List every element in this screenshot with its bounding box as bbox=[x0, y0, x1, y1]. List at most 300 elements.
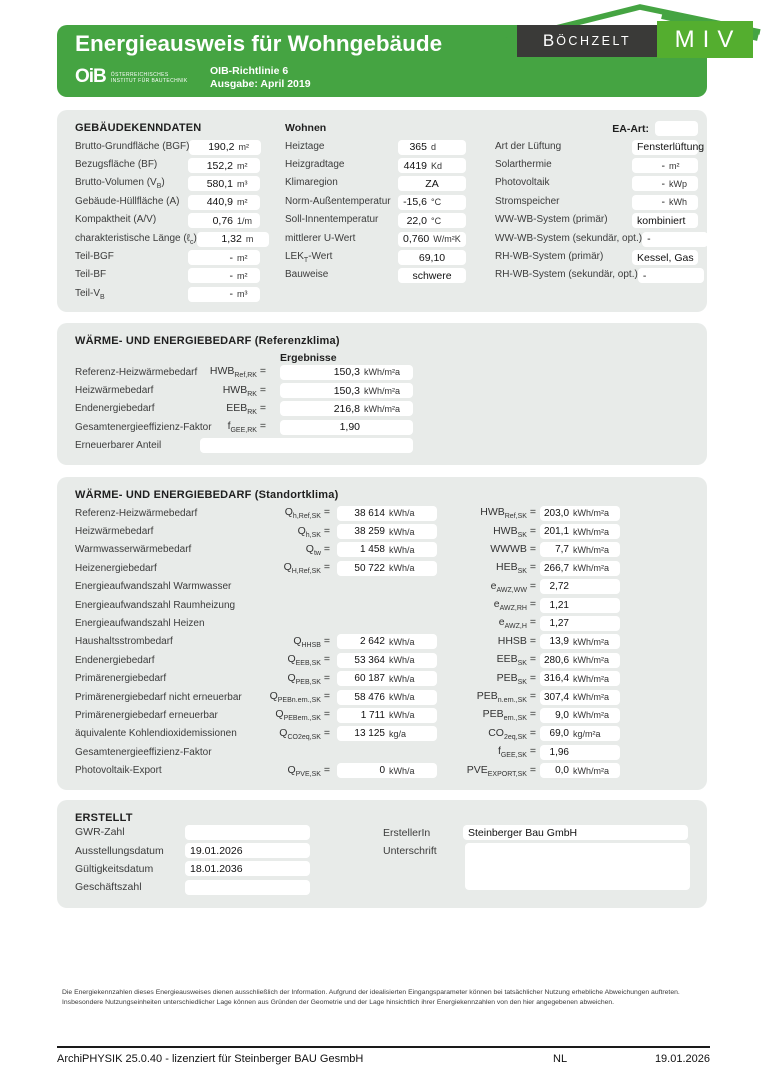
row-label bbox=[285, 251, 398, 264]
field-unit: kWh/m²a bbox=[573, 544, 609, 555]
field-value: 7,7 bbox=[555, 544, 569, 556]
data-row bbox=[75, 761, 620, 779]
footer-date: 19.01.2026 bbox=[654, 1053, 710, 1065]
symbol-sub: AWZ,RH bbox=[499, 605, 527, 613]
symbol-post: = bbox=[526, 690, 536, 703]
symbol-sub: ern.,SK bbox=[503, 715, 527, 723]
symbol-sub: SK bbox=[517, 568, 527, 576]
field-unit: kWh/m²a bbox=[573, 710, 609, 721]
value-field bbox=[398, 176, 466, 191]
field-unit: kWh/a bbox=[389, 636, 415, 647]
symbol-sub: PEBn.ern.,SK bbox=[277, 697, 321, 705]
field-unit: kWh/a bbox=[389, 765, 415, 776]
value-field bbox=[337, 524, 437, 539]
field-value: - bbox=[647, 233, 651, 246]
data-row bbox=[75, 504, 620, 522]
field-value: 307,4 bbox=[544, 691, 570, 703]
value-field bbox=[337, 598, 437, 613]
row-label bbox=[285, 159, 398, 172]
row-label: Heizwärmebedarf bbox=[75, 385, 154, 397]
data-row bbox=[285, 138, 466, 156]
field-unit: kWh/a bbox=[389, 563, 415, 574]
symbol-post: = bbox=[526, 561, 536, 574]
symbol-pre: HWB bbox=[493, 524, 518, 537]
symbol-sub: PEB,SK bbox=[295, 678, 321, 686]
symbol-post: = bbox=[320, 634, 330, 647]
page-title: Energieausweis für Wohngebäude bbox=[75, 31, 443, 56]
field-value: 1,96 bbox=[549, 746, 569, 758]
row-label: Energieaufwandszahl Warmwasser bbox=[75, 581, 232, 593]
referenzklima-rows bbox=[75, 363, 413, 455]
brand-miv-text: MIV bbox=[674, 25, 742, 53]
symbol-pre: f bbox=[497, 745, 501, 758]
field-unit: kWh/a bbox=[389, 710, 415, 721]
symbol-pre: HHSB bbox=[497, 634, 527, 647]
value-field bbox=[337, 653, 437, 668]
data-row bbox=[75, 860, 313, 878]
symbol-post: = bbox=[320, 690, 330, 703]
field-unit: W/m²K bbox=[433, 234, 461, 245]
symbol-pre: CO bbox=[488, 726, 504, 739]
field-value: ZA bbox=[425, 177, 439, 190]
data-row bbox=[75, 743, 620, 761]
row-label: Gültigkeitsdatum bbox=[75, 862, 154, 875]
data-row bbox=[75, 381, 413, 399]
value-field bbox=[638, 268, 704, 283]
field-unit: m² bbox=[669, 160, 680, 171]
row-label: Referenz-Heizwärmebedarf bbox=[75, 366, 198, 378]
brand-miv-logo bbox=[657, 21, 753, 58]
row-label: Haushaltsstrombedarf bbox=[75, 636, 173, 648]
symbol-post: = bbox=[320, 726, 330, 739]
data-row bbox=[75, 651, 620, 669]
field-value: 580,1 bbox=[206, 177, 233, 190]
row-symbol-right bbox=[437, 708, 540, 722]
field-value: 150,3 bbox=[333, 384, 360, 397]
value-field bbox=[642, 232, 708, 247]
row-label: äquivalente Kohlendioxidemissionen bbox=[75, 728, 237, 740]
field-unit: kWh/a bbox=[389, 508, 415, 519]
symbol-pre: WW-WB-System (primär) bbox=[495, 214, 608, 226]
value-field bbox=[540, 708, 620, 723]
field-value: 18.01.2036 bbox=[190, 862, 243, 875]
value-field bbox=[280, 401, 413, 416]
row-label: Primärenergiebedarf bbox=[75, 673, 167, 685]
section-title: ERSTELLT bbox=[75, 812, 133, 824]
symbol-sub: PEBern.,SK bbox=[283, 715, 321, 723]
data-row bbox=[75, 596, 620, 614]
standortklima-rows bbox=[75, 504, 620, 780]
symbol-post: = bbox=[320, 561, 330, 574]
field-value: 2 642 bbox=[359, 636, 385, 648]
symbol-pre: Q bbox=[269, 690, 278, 703]
value-field bbox=[188, 250, 260, 265]
field-unit: kWh/m²a bbox=[364, 385, 400, 396]
value-field bbox=[337, 671, 437, 686]
symbol-pre: Solarthermie bbox=[495, 159, 552, 171]
field-value: 201,1 bbox=[544, 526, 570, 538]
symbol-post: = bbox=[526, 524, 536, 537]
field-value: 13,9 bbox=[549, 636, 569, 648]
symbol-pre: Q bbox=[275, 708, 284, 721]
value-field bbox=[540, 506, 620, 521]
value-field bbox=[398, 268, 466, 283]
field-value: 152,2 bbox=[206, 159, 233, 172]
value-field bbox=[540, 561, 620, 576]
field-value: 69,10 bbox=[418, 251, 446, 264]
field-unit: m³ bbox=[237, 178, 248, 189]
symbol-pre: Klimaregion bbox=[285, 177, 338, 189]
field-value: 53 364 bbox=[354, 654, 385, 666]
brand-boechzelt-initial: B bbox=[542, 31, 557, 50]
row-symbol-right bbox=[437, 690, 540, 704]
symbol-sub: B bbox=[156, 183, 162, 191]
symbol-sub: 2eq,SK bbox=[503, 733, 527, 741]
symbol-sub: H,Ref,SK bbox=[291, 568, 321, 576]
field-value: 365 bbox=[409, 141, 427, 154]
field-unit: kWh/m²a bbox=[573, 508, 610, 519]
data-row bbox=[75, 138, 260, 156]
data-row bbox=[285, 248, 466, 266]
field-unit: Kd bbox=[431, 160, 443, 171]
symbol-pre: RH-WB-System (sekundär, opt.) bbox=[495, 269, 638, 281]
field-value: 203,0 bbox=[544, 507, 570, 519]
symbol-pre: Teil-BF bbox=[75, 269, 107, 281]
value-field bbox=[337, 708, 437, 723]
row-label bbox=[285, 196, 398, 209]
symbol-pre: Art der Lüftung bbox=[495, 140, 562, 152]
region-code: NL bbox=[553, 1053, 568, 1065]
row-symbol-right bbox=[437, 598, 540, 612]
symbol-post: -Wert bbox=[308, 251, 333, 263]
value-field bbox=[540, 542, 620, 557]
panel-referenzklima bbox=[57, 323, 707, 465]
symbol-sub: h,SK bbox=[305, 531, 321, 539]
data-row bbox=[75, 706, 620, 724]
value-field bbox=[398, 158, 466, 173]
value-field bbox=[540, 524, 620, 539]
field-value: 280,6 bbox=[544, 654, 570, 666]
symbol-pre: WWWB bbox=[490, 542, 527, 555]
row-symbol bbox=[210, 365, 266, 379]
value-field bbox=[280, 365, 413, 380]
data-row bbox=[75, 725, 620, 743]
disclaimer-line2: Insbesondere Nutzungseinheiten unterschiedlicher Lage können aus Gründen der Geometrie und der Lage hinsichtlich ihrer Energiekennzahlen von den hier angegebenen abweichen. bbox=[62, 998, 615, 1006]
field-value: 22,0 bbox=[406, 214, 427, 227]
field-unit: kWh/m²a bbox=[573, 765, 609, 776]
symbol-pre: PEB bbox=[476, 690, 498, 703]
row-label bbox=[495, 233, 642, 246]
row-symbol bbox=[228, 420, 266, 434]
ersteller-value: Steinberger Bau GmbH bbox=[468, 826, 578, 839]
data-row bbox=[495, 138, 705, 156]
symbol-pre: Q bbox=[283, 561, 292, 574]
symbol-post: = bbox=[256, 420, 266, 433]
ea-art-field bbox=[655, 121, 698, 136]
field-unit: kWh/a bbox=[389, 655, 415, 666]
symbol-pre: Q bbox=[305, 542, 314, 555]
value-field bbox=[540, 598, 620, 613]
field-unit: kWh/m²a bbox=[573, 655, 610, 666]
data-row bbox=[75, 633, 620, 651]
symbol-post: = bbox=[526, 726, 536, 739]
field-unit: °C bbox=[431, 215, 442, 226]
row-symbol-left bbox=[306, 543, 330, 557]
symbol-pre: Bezugsfläche (BF) bbox=[75, 159, 158, 171]
value-field bbox=[188, 213, 260, 228]
data-row bbox=[285, 175, 466, 193]
field-value: 19.01.2026 bbox=[190, 844, 243, 857]
value-field bbox=[337, 634, 437, 649]
symbol-post: = bbox=[526, 506, 536, 519]
field-value: 1,90 bbox=[339, 421, 360, 434]
field-unit: m² bbox=[237, 160, 248, 171]
row-label bbox=[75, 196, 188, 209]
value-field bbox=[632, 250, 698, 265]
field-value: 190,2 bbox=[208, 141, 235, 154]
symbol-pre: f bbox=[227, 420, 231, 433]
field-value: schwere bbox=[412, 269, 452, 282]
symbol-pre: Norm-Außentemperatur bbox=[285, 195, 391, 207]
symbol-sub: SK bbox=[517, 678, 527, 686]
data-row bbox=[75, 878, 313, 896]
row-symbol-right bbox=[437, 580, 540, 594]
row-symbol-left bbox=[287, 764, 330, 778]
symbol-sub: RK bbox=[247, 409, 257, 417]
row-label bbox=[495, 269, 638, 282]
value-field bbox=[540, 579, 620, 594]
row-label bbox=[285, 214, 398, 227]
row-label bbox=[75, 288, 188, 301]
symbol-pre: Soll-Innentemperatur bbox=[285, 214, 379, 226]
symbol-sub: EXPORT,SK bbox=[487, 770, 527, 778]
value-field bbox=[337, 616, 437, 631]
field-unit: m³ bbox=[237, 289, 248, 300]
data-row bbox=[75, 688, 620, 706]
symbol-pre: Brutto-Volumen (V bbox=[75, 177, 157, 189]
symbol-pre: Q bbox=[293, 634, 302, 647]
field-value: - bbox=[229, 251, 233, 264]
panel-standortklima bbox=[57, 477, 707, 790]
field-value: - bbox=[661, 196, 665, 209]
field-unit: 1/m bbox=[237, 215, 253, 226]
value-field bbox=[337, 726, 437, 741]
field-value: 0,76 bbox=[212, 214, 233, 227]
row-label: Energieaufwandszahl Raumheizung bbox=[75, 599, 236, 611]
symbol-pre: Teil-V bbox=[75, 287, 101, 299]
value-field bbox=[185, 880, 310, 895]
field-unit: °C bbox=[431, 197, 442, 208]
building-data-column-3 bbox=[495, 138, 705, 285]
value-field bbox=[188, 158, 260, 173]
field-value: 316,4 bbox=[544, 673, 570, 685]
value-field bbox=[337, 763, 437, 778]
field-unit: kg/a bbox=[389, 728, 407, 739]
symbol-sub: GEE,RK bbox=[230, 427, 257, 435]
field-value: Fensterlüftung bbox=[637, 141, 705, 154]
row-label bbox=[285, 177, 398, 190]
symbol-post: = bbox=[526, 745, 536, 758]
data-row bbox=[285, 212, 466, 230]
row-symbol-right bbox=[437, 764, 540, 778]
row-symbol-left bbox=[293, 635, 330, 649]
value-field bbox=[337, 542, 437, 557]
row-symbol-right bbox=[437, 525, 540, 539]
row-label bbox=[75, 233, 197, 246]
field-unit: m² bbox=[237, 197, 248, 208]
field-value: 2,72 bbox=[549, 581, 569, 593]
symbol-pre: LEK bbox=[285, 251, 304, 263]
field-unit: kWh/m²a bbox=[364, 403, 400, 414]
symbol-post: = bbox=[526, 542, 536, 555]
data-row bbox=[75, 363, 413, 381]
value-field bbox=[398, 213, 466, 228]
data-row bbox=[75, 267, 260, 285]
field-unit: m² bbox=[237, 270, 248, 281]
symbol-sub: B bbox=[100, 293, 105, 301]
ersteller-field bbox=[463, 825, 688, 840]
data-row bbox=[75, 823, 313, 841]
value-field bbox=[280, 383, 413, 398]
row-label bbox=[75, 141, 189, 154]
symbol-sub: PVE,SK bbox=[295, 770, 321, 778]
value-field bbox=[188, 287, 260, 302]
field-unit: kWh/a bbox=[389, 673, 415, 684]
row-label: Erneuerbarer Anteil bbox=[75, 440, 162, 452]
symbol-post: = bbox=[256, 383, 266, 396]
data-row bbox=[285, 230, 466, 248]
symbol-pre: Gebäude-Hüllfläche (A) bbox=[75, 195, 180, 207]
value-field bbox=[197, 232, 269, 247]
field-value: -15,6 bbox=[403, 196, 427, 209]
row-symbol-left bbox=[298, 525, 330, 539]
field-unit: kWh/m²a bbox=[573, 563, 610, 574]
value-field bbox=[632, 213, 698, 228]
field-value: - bbox=[661, 159, 665, 172]
value-field bbox=[185, 843, 310, 858]
field-unit: kWh bbox=[669, 197, 687, 208]
value-field bbox=[398, 195, 466, 210]
ergebnisse-header: Ergebnisse bbox=[280, 352, 337, 364]
data-row bbox=[75, 175, 260, 193]
data-row bbox=[75, 156, 260, 174]
data-row bbox=[75, 541, 620, 559]
symbol-pre: Q bbox=[287, 763, 296, 776]
value-field bbox=[337, 745, 437, 760]
field-value: kombiniert bbox=[637, 214, 686, 227]
row-label: Energieaufwandszahl Heizen bbox=[75, 618, 205, 630]
section-title: WÄRME- UND ENERGIEBEDARF (Standortklima) bbox=[75, 489, 339, 501]
value-field bbox=[632, 176, 698, 191]
symbol-pre: charakteristische Länge (ℓ bbox=[75, 232, 190, 244]
field-value: - bbox=[661, 177, 665, 190]
symbol-post: = bbox=[526, 616, 536, 629]
row-label: Heizenergiebedarf bbox=[75, 562, 157, 574]
field-unit: m² bbox=[237, 252, 248, 263]
oib-logo-subtitle bbox=[111, 72, 188, 84]
symbol-sub: AWZ,H bbox=[504, 623, 527, 631]
data-row bbox=[495, 248, 698, 266]
symbol-pre: Q bbox=[279, 726, 288, 739]
symbol-pre: Brutto-Grundfläche (BGF) bbox=[75, 140, 190, 152]
symbol-pre: EEB bbox=[496, 653, 518, 666]
symbol-sub: c bbox=[189, 238, 194, 246]
symbol-pre: Q bbox=[284, 506, 293, 519]
row-label: Primärenergiebedarf nicht erneuerbar bbox=[75, 691, 242, 703]
symbol-post: = bbox=[320, 708, 330, 721]
field-unit: d bbox=[431, 142, 437, 153]
row-label bbox=[495, 141, 632, 154]
symbol-pre: Kompaktheit (A/V) bbox=[75, 214, 157, 226]
value-field bbox=[540, 726, 620, 741]
symbol-pre: WW-WB-System (sekundär, opt.) bbox=[495, 232, 643, 244]
symbol-sub: SK bbox=[517, 531, 527, 539]
row-symbol-left bbox=[279, 727, 330, 741]
symbol-sub: HHSB bbox=[301, 641, 321, 649]
data-row bbox=[495, 230, 698, 248]
row-symbol-right bbox=[437, 506, 540, 520]
value-field bbox=[632, 195, 698, 210]
value-field bbox=[188, 176, 260, 191]
brand-boechzelt-logo bbox=[517, 25, 657, 57]
disclaimer-line1: Die Energiekennzahlen dieses Energieausweises dienen ausschließlich der Information. Aufgrund der idealisierten Eingangsparameter können bei tatsächlicher Nutzung erhebliche Abweichungen auftreten. bbox=[62, 989, 680, 996]
symbol-pre: mittlerer U-Wert bbox=[285, 232, 356, 244]
symbol-pre: e bbox=[490, 579, 497, 592]
ersteller-label: ErstellerIn bbox=[383, 827, 431, 839]
field-value: 13 125 bbox=[354, 728, 385, 740]
symbol-post: = bbox=[526, 598, 536, 611]
value-field bbox=[337, 579, 437, 594]
value-field bbox=[540, 745, 620, 760]
symbol-pre: Heizgradtage bbox=[285, 159, 345, 171]
symbol-sub: SK bbox=[517, 660, 527, 668]
row-label: GWR-Zahl bbox=[75, 826, 125, 839]
row-symbol-left bbox=[287, 672, 330, 686]
ea-art-row bbox=[495, 121, 698, 136]
row-label bbox=[495, 159, 632, 172]
row-symbol bbox=[226, 402, 266, 416]
field-unit: m bbox=[245, 234, 254, 245]
data-row bbox=[75, 248, 260, 266]
app-license-text: ArchiPHYSIK 25.0.40 - lizenziert für Steinberger BAU GesmbH bbox=[57, 1053, 364, 1065]
building-data-column-2 bbox=[285, 138, 466, 285]
field-value: - bbox=[229, 288, 233, 301]
row-label: Gesamtenergieeffizienz-Faktor bbox=[75, 746, 212, 758]
panel-erstellt bbox=[57, 800, 707, 908]
field-value: 1,21 bbox=[549, 599, 569, 611]
value-field bbox=[337, 561, 437, 576]
field-value: 1,32 bbox=[221, 233, 242, 246]
field-value: 1,27 bbox=[549, 618, 569, 630]
richtlinie-line1: OIB-Richtlinie 6 bbox=[210, 65, 289, 77]
value-field bbox=[188, 195, 260, 210]
oib-logo-line2: INSTITUT FÜR BAUTECHNIK bbox=[110, 78, 188, 84]
row-label: Gesamtenergieeffizienz-Faktor bbox=[75, 421, 212, 433]
value-field bbox=[398, 140, 466, 155]
erstellt-left-rows bbox=[75, 823, 313, 897]
symbol-pre: Q bbox=[287, 653, 296, 666]
value-field bbox=[540, 634, 620, 649]
symbol-pre: EEB bbox=[226, 401, 248, 414]
row-label bbox=[75, 251, 188, 264]
data-row bbox=[75, 193, 260, 211]
field-value: 69,0 bbox=[549, 728, 569, 740]
row-symbol-left bbox=[270, 690, 330, 704]
symbol-post: ) bbox=[193, 232, 197, 244]
symbol-sub: AWZ,WW bbox=[496, 586, 527, 594]
value-field bbox=[632, 140, 705, 155]
data-row bbox=[285, 267, 466, 285]
